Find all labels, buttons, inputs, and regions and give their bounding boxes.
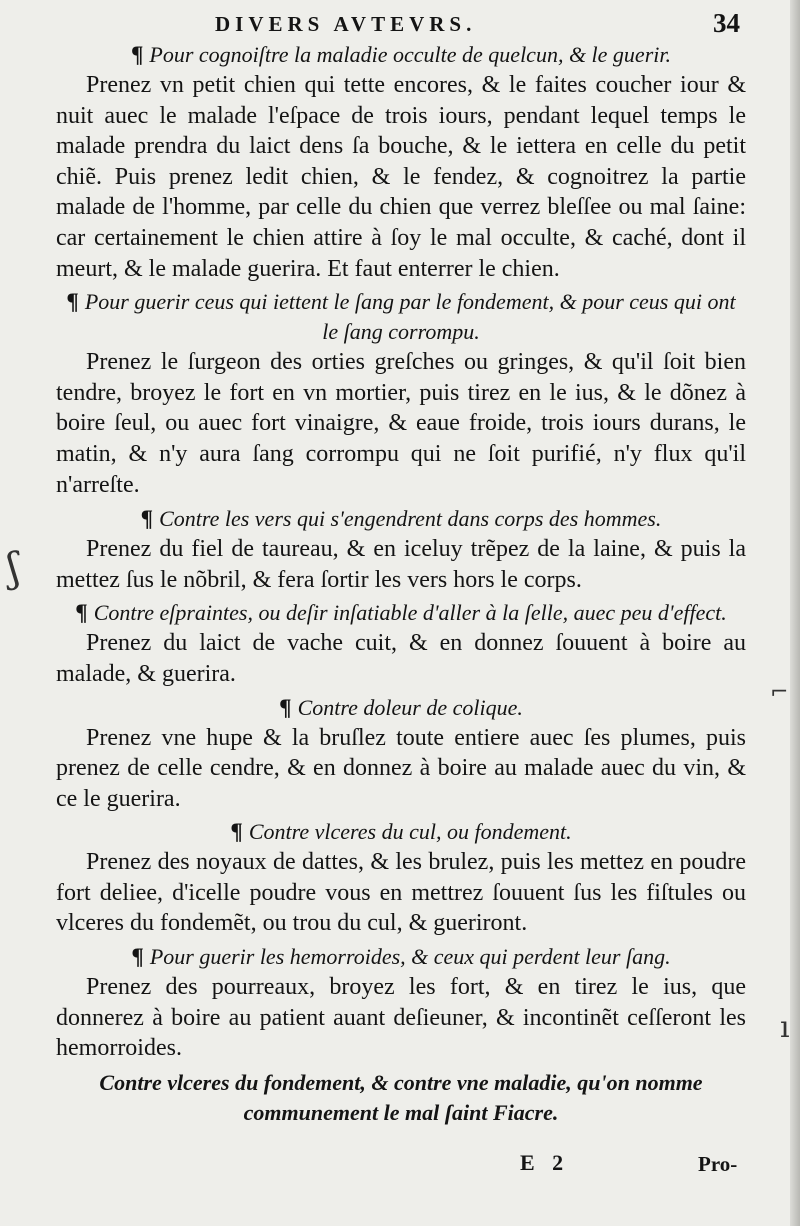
page-edge (790, 0, 800, 1226)
recipe-heading-text: Pour guerir ceus qui iettent le ſang par le fondement, & pour ceus qui ont le ſang corrompu. (84, 289, 736, 345)
signature-mark: E 2 (520, 1150, 570, 1175)
pilcrow-icon: ¶ (230, 819, 243, 845)
recipe-body: Prenez des pourreaux, broyez les fort, & en tirez le ius, que donnerez à boire au patient auant deſieuner, & incontinẽt ceſſeront les hemorroides. (56, 974, 746, 1062)
page-number: 34 (713, 8, 740, 38)
recipe-heading-text: Contre doleur de colique. (297, 694, 523, 720)
recipe-heading (56, 1068, 746, 1128)
pilcrow-icon: ¶ (279, 694, 292, 720)
margin-mark: ⌐ (770, 680, 789, 705)
recipe-body: Prenez du fiel de taureau, & en iceluy trẽpez de la laine, & puis la mettez ſus le nõbril, & fera ſortir les vers hors le corps. (56, 536, 746, 593)
recipe-heading (56, 817, 746, 847)
recipe-body: Prenez vn petit chien qui tette encores, & le faites coucher iour & nuit auec le malade l'eſpace de trois iours, pendant lequel temps le malade prendra du laict dens ſa bouche, & le iettera en celle du petit chiẽ. Puis prenez ledit chien, & le fendez, & cognoitrez la partie malade de l'homme, par celle du chien que verrez bleſſee ou mal ſaine: car certainement le chien attire à ſoy le mal occulte, & caché, dont il meurt, & le malade guerira. Et faut enterrer le chien. (56, 72, 746, 282)
recipe-heading (56, 504, 746, 534)
margin-mark: ı (780, 1010, 790, 1045)
recipe-heading (56, 942, 746, 972)
page-footer (0, 1148, 800, 1178)
text-block (56, 40, 746, 1128)
pilcrow-icon: ¶ (140, 506, 154, 532)
recipe-heading (56, 693, 746, 723)
pilcrow-icon: ¶ (131, 944, 144, 970)
recipe-body: Prenez des noyaux de dattes, & les brulez, puis les mettez en poudre fort deliee, d'icelle poudre vous en mettrez ſouuent ſus les fiſtules ou vlceres du fondemẽt, ou trou du cul, & gueriront. (56, 849, 746, 937)
pilcrow-icon: ¶ (75, 600, 88, 626)
recipe-heading-text: Pour cognoiſtre la maladie occulte de quelcun, & le guerir. (149, 42, 671, 67)
recipe-heading (56, 40, 746, 70)
recipe-body: Prenez du laict de vache cuit, & en donnez ſouuent à boire au malade, & guerira. (56, 630, 746, 687)
recipe-heading-text: Contre vlceres du cul, ou fondement. (248, 819, 572, 845)
recipe-heading-text: Contre les vers qui s'engendrent dans corps des hommes. (159, 506, 662, 532)
catchword: Pro- (698, 1152, 738, 1176)
running-title: DIVERS AVTEVRS. (215, 12, 477, 36)
page-header (0, 6, 800, 40)
recipe-heading-text: Contre vlceres du fondement, & contre vne maladie, qu'on nomme communement le mal ſaint Fiacre. (99, 1069, 703, 1125)
recipe-heading-text: Contre eſpraintes, ou deſir inſatiable d'aller à la ſelle, auec peu d'effect. (93, 600, 727, 626)
recipe-heading-text: Pour guerir les hemorroides, & ceux qui perdent leur ſang. (149, 944, 671, 970)
pilcrow-icon: ¶ (131, 42, 144, 67)
recipe-body: Prenez le ſurgeon des orties greſches ou gringes, & qu'il ſoit bien tendre, broyez le fort en vn mortier, puis tirez en le ius, & le dõnez à boire ſeul, ou auec fort vinaigre, & eaue froide, trois iours durans, le matin, & n'y aura ſang corrompu qui ne ſoit purifié, n'y flux qu'il n'arreſte. (56, 349, 746, 498)
recipe-heading (56, 598, 746, 628)
margin-mark: ʃ (4, 544, 23, 592)
pilcrow-icon: ¶ (66, 289, 79, 315)
recipe-body: Prenez vne hupe & la bruſlez toute entiere auec ſes plumes, puis prenez de celle cendre, & en donnez à boire au malade auec du vin, & ce le guerira. (56, 724, 746, 812)
recipe-heading (56, 287, 746, 347)
